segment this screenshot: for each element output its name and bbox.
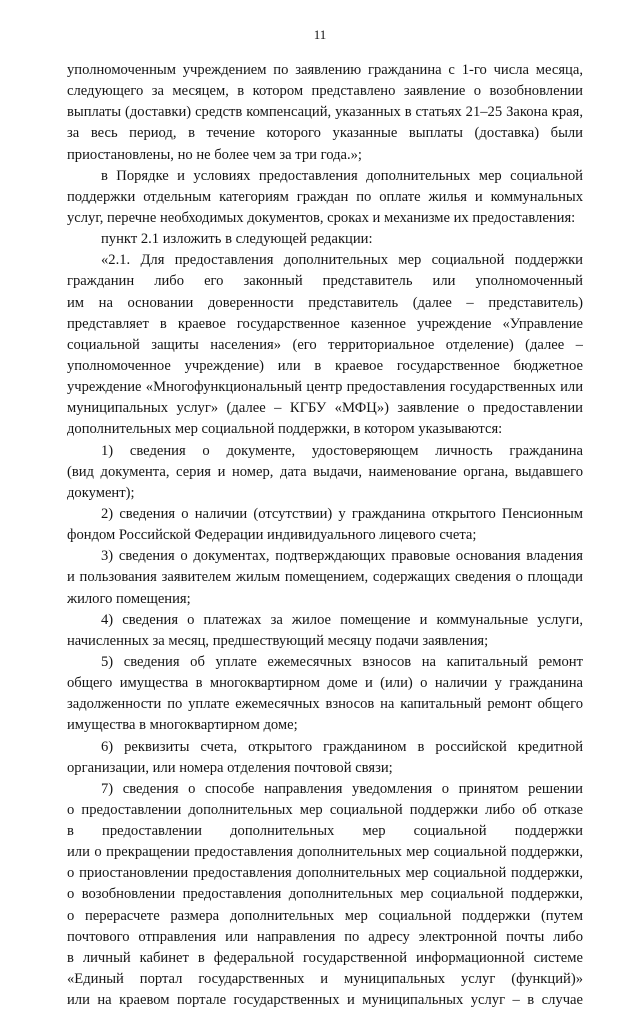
text-line: пункт 2.1 изложить в следующей редакции: (101, 231, 373, 248)
text-line: и пользования заявителем жилым помещением, содержащих сведения о площади (67, 569, 583, 586)
text-line: или о прекращении предоставления дополнительных мер социальной поддержки, (67, 844, 583, 861)
text-line: почтового отправления или направления по адресу электронной почты либо (67, 928, 583, 945)
text-line: о предоставлении дополнительных мер социальной поддержки либо об отказе (67, 801, 583, 818)
text-line: о перерасчете размера дополнительных мер социальной поддержки (путем (67, 907, 583, 924)
text-line: поддержки отдельным категориям граждан по оплате жилья и коммунальных (67, 188, 583, 205)
text-line: за весь период, в течение которого указанные выплаты (доставка) были (67, 125, 583, 142)
text-line: организации, или номера отделения почтовой связи; (67, 759, 393, 776)
text-line: представляет в краевое государственное казенное учреждение «Управление (67, 315, 583, 332)
text-line: 5) сведения об уплате ежемесячных взносов на капитальный ремонт (101, 653, 583, 670)
text-line: или на краевом портале государственных и муниципальных услуг – в случае (67, 992, 583, 1009)
text-line: о приостановлении предоставления дополнительных мер социальной поддержки, (67, 865, 583, 882)
text-line: «Единый портал государственных и муниципальных услуг (функций)» (67, 971, 583, 988)
text-line: социальной защиты населения» (его территориальное отделение) (далее – (67, 336, 583, 353)
page-number: 11 (313, 27, 327, 42)
text-line: 1) сведения о документе, удостоверяющем личность гражданина (101, 442, 583, 459)
text-line: жилого помещения; (67, 590, 191, 607)
text-line: в предоставлении дополнительных мер социальной поддержки (67, 823, 583, 840)
text-line: «2.1. Для предоставления дополнительных мер социальной поддержки (101, 252, 583, 269)
text-line: задолженности по уплате ежемесячных взносов на капитальный ремонт общего (67, 696, 583, 713)
text-line: 2) сведения о наличии (отсутствии) у гражданина открытого Пенсионным (101, 505, 583, 522)
text-line: в Порядке и условиях предоставления дополнительных мер социальной (101, 167, 583, 184)
text-line: уполномоченным учреждением по заявлению гражданина с 1-го числа месяца, (67, 62, 583, 78)
text-line: документ); (67, 484, 135, 501)
text-line: учреждение «Многофункциональный центр предоставления государственных или (67, 379, 583, 396)
text-line: (вид документа, серия и номер, дата выдачи, наименование органа, выдавшего (67, 463, 583, 480)
text-line: выплаты (доставки) средств компенсаций, указанных в статьях 21–25 Закона края, (67, 104, 583, 121)
text-line: имущества в многоквартирном доме; (67, 717, 298, 734)
text-line: в личный кабинет в федеральной государственной информационной системе (67, 949, 583, 966)
text-line: начисленных за месяц, предшествующий месяцу подачи заявления; (67, 632, 489, 649)
text-line: гражданин либо его законный представитель или уполномоченный (67, 273, 583, 290)
text-line: им на основании доверенности представитель (далее – представитель) (67, 294, 583, 311)
text-line: 4) сведения о платежах за жилое помещение и коммунальные услуги, (101, 611, 583, 628)
text-line: общего имущества в многоквартирном доме и (или) о наличии у гражданина (67, 675, 583, 692)
text-line: муниципальных услуг» (далее – КГБУ «МФЦ») заявление о предоставлении (67, 400, 583, 417)
text-line: следующего за месяцем, в котором представлено заявление о возобновлении (67, 83, 583, 100)
text-line: уполномоченное учреждение) или в краевое государственное бюджетное (67, 357, 583, 374)
document-body (67, 60, 583, 1011)
text-line: услуг, перечне необходимых документов, сроках и механизме их предоставления: (67, 209, 576, 226)
text-line: 6) реквизиты счета, открытого гражданином в российской кредитной (101, 738, 583, 755)
text-line: 7) сведения о способе направления уведомления о принятом решении (101, 780, 583, 797)
text-line: о возобновлении предоставления дополнительных мер социальной поддержки, (67, 886, 583, 903)
text-line: приостановлены, но не более чем за три года.»; (67, 146, 362, 163)
text-line: 3) сведения о документах, подтверждающих правовые основания владения (101, 548, 583, 565)
text-line: дополнительных мер социальной поддержки, в котором указываются: (67, 421, 503, 438)
text-line: фондом Российской Федерации индивидуального лицевого счета; (67, 527, 477, 544)
